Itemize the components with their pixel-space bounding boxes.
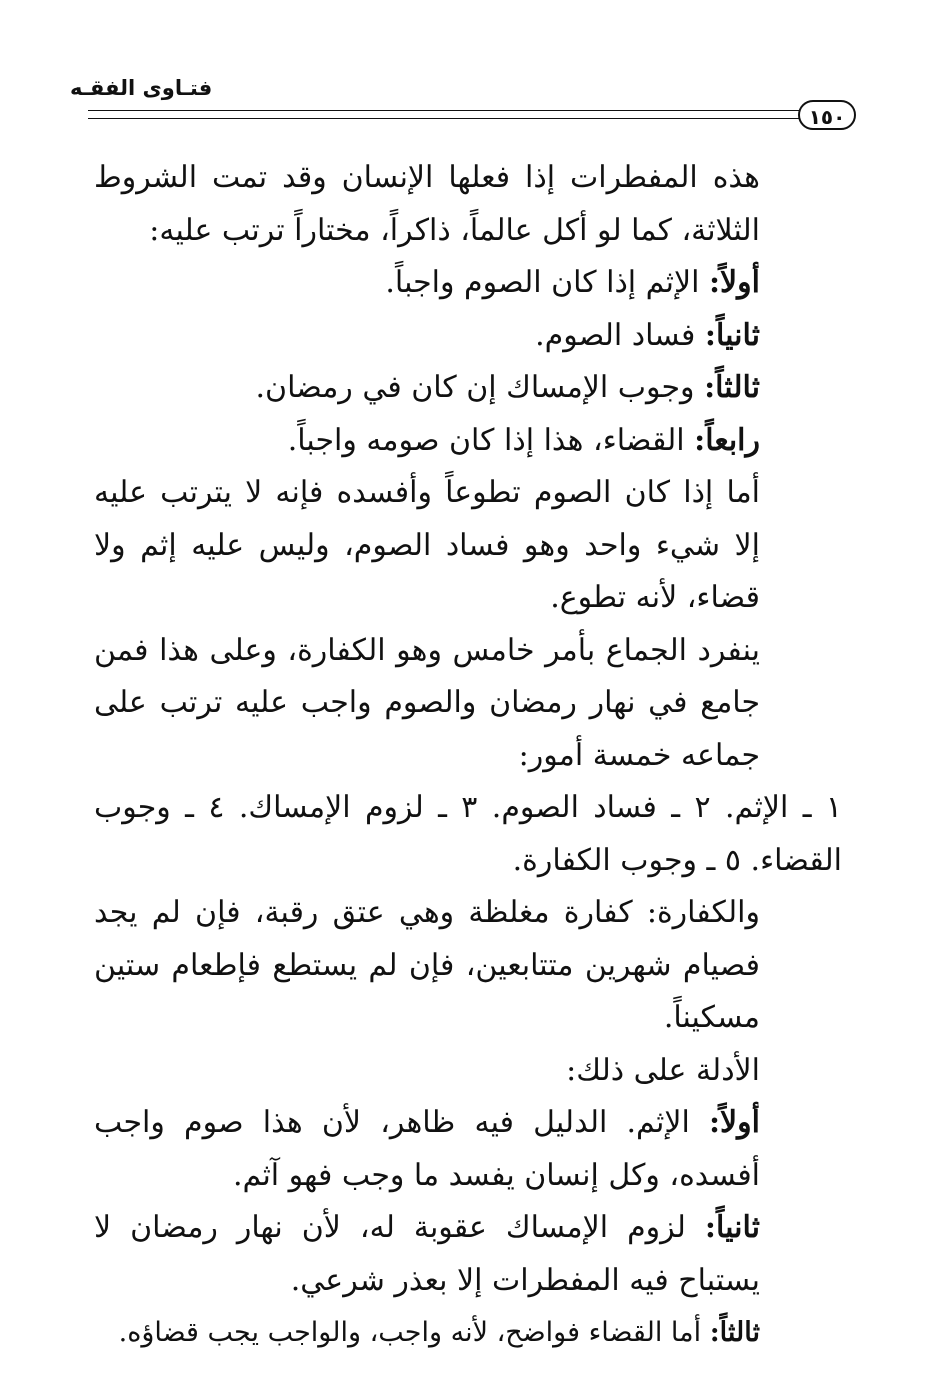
- item-text: لزوم الإمساك عقوبة له، لأن نهار رمضان لا يستباح فيه المفطرات إلا بعذر شرعي.: [94, 1210, 760, 1298]
- running-title: فتـاوى الفقـه: [70, 76, 213, 100]
- intercourse-paragraph: ينفرد الجماع بأمر خامس وهو الكفارة، وعلى هذا فمن جامع في نهار رمضان والصوم واجب عليه ترتب على جماعه خمسة أمور:: [94, 632, 760, 773]
- item-label: ثالثاً:: [704, 370, 760, 405]
- item-label: ثالثاً:: [709, 1317, 760, 1348]
- item-label: ثانياً:: [704, 317, 760, 353]
- evidence-item: [94, 1307, 842, 1360]
- page-number: ١٥٠: [798, 100, 856, 130]
- item-text: فساد الصوم.: [535, 317, 705, 353]
- item-label: أولاً:: [708, 1105, 760, 1140]
- intro-paragraph: هذه المفطرات إذا فعلها الإنسان وقد تمت الشروط الثلاثة، كما لو أكل عالماً، ذاكراً، مختاراً ترتب عليه:: [94, 160, 760, 248]
- item-label: ثانياً:: [704, 1210, 760, 1245]
- item-text: الإثم. الدليل فيه ظاهر، لأن هذا صوم واجب أفسده، وكل إنسان يفسد ما وجب فهو آثم.: [94, 1105, 760, 1193]
- five-matters-list: ١ ـ الإثم. ٢ ـ فساد الصوم. ٣ ـ لزوم الإمساك. ٤ ـ وجوب القضاء. ٥ ـ وجوب الكفارة.: [94, 790, 842, 878]
- page-body: [94, 152, 842, 1360]
- header-rule-top: [88, 110, 808, 111]
- consequence-item: [94, 257, 842, 310]
- item-text: الإثم إذا كان الصوم واجباً.: [385, 265, 709, 300]
- evidence-item: [94, 1097, 842, 1202]
- item-text: القضاء، هذا إذا كان صومه واجباً.: [287, 422, 695, 458]
- evidence-item: [94, 1202, 842, 1307]
- expiation-paragraph: والكفارة: كفارة مغلظة وهي عتق رقبة، فإن لم يجد فصيام شهرين متتابعين، فإن لم يستطع فإطعام ستين مسكيناً.: [94, 895, 760, 1035]
- item-label: أولاً:: [708, 265, 760, 300]
- consequence-item: [94, 415, 842, 468]
- item-text: وجوب الإمساك إن كان في رمضان.: [255, 370, 705, 405]
- consequence-item: [94, 362, 842, 415]
- evidence-heading: الأدلة على ذلك:: [566, 1052, 760, 1088]
- consequence-item: [94, 310, 842, 363]
- item-text: أما القضاء فواضح، لأنه واجب، والواجب يجب قضاؤه.: [118, 1317, 710, 1348]
- header-rule-bottom: [88, 118, 808, 119]
- item-label: رابعاً:: [694, 422, 760, 458]
- voluntary-fast-paragraph: أما إذا كان الصوم تطوعاً وأفسده فإنه لا يترتب عليه إلا شيء واحد وهو فساد الصوم، وليس عليه إثم ولا قضاء، لأنه تطوع.: [94, 475, 760, 615]
